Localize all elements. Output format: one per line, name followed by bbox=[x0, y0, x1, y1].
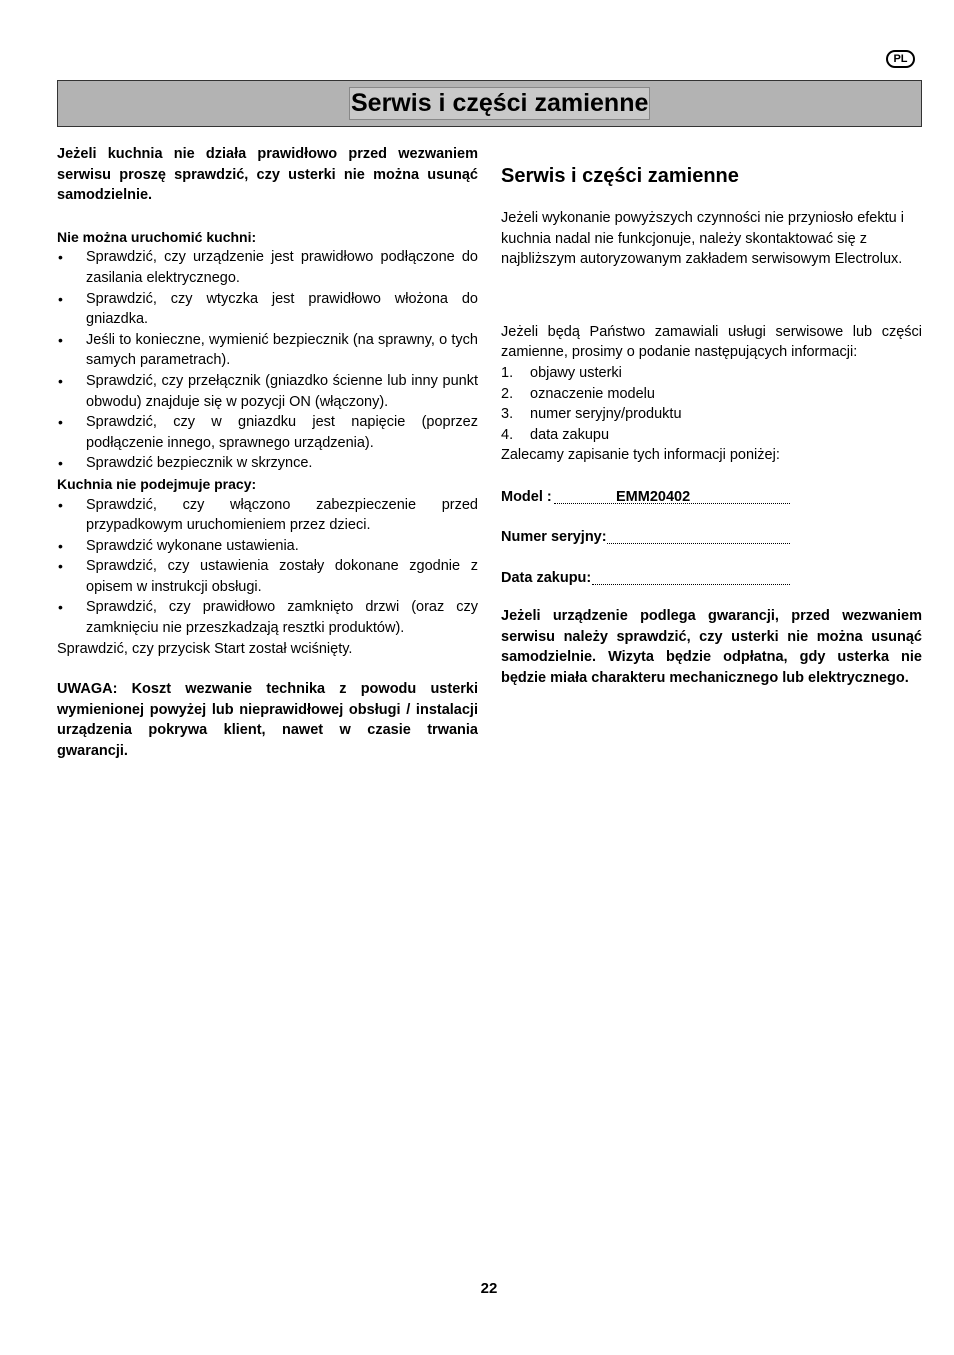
list-item: 1. objawy usterki bbox=[501, 364, 622, 381]
section-heading-not-working: Kuchnia nie podejmuje pracy: bbox=[57, 475, 257, 492]
list-item: • Sprawdzić, czy przełącznik (gniazdko ścienne lub inny punkt obwodu) znajduje się w pozycji ON (włączony). bbox=[57, 371, 478, 412]
recommend-note: Zalecamy zapisanie tych informacji poniżej: bbox=[501, 447, 780, 464]
language-badge: PL bbox=[886, 50, 915, 68]
purchase-date-label: Data zakupu: bbox=[501, 569, 592, 586]
contact-paragraph: Jeżeli wykonanie powyższych czynności nie przyniosło efektu i kuchnia nadal nie funkcjonuje, należy skontaktować się z najbliższym autoryzowanym zakładem serwisowym Electrolux. bbox=[501, 210, 904, 268]
list-item: • Jeśli to konieczne, wymienić bezpiecznik (na sprawny, o tych samych parametrach). bbox=[57, 330, 478, 371]
page-title: Serwis i części zamienne bbox=[349, 87, 650, 120]
required-info-list bbox=[501, 363, 922, 445]
list-item: • Sprawdzić, czy wtyczka jest prawidłowo włożona do gniazdka. bbox=[57, 289, 478, 330]
serial-number-dotted-line bbox=[607, 543, 790, 544]
list-item: 2. oznaczenie modelu bbox=[501, 385, 655, 402]
warning-paragraph: UWAGA: Koszt wezwanie technika z powodu usterki wymienionej powyżej lub nieprawidłowej obsługi / instalacji urządzenia pokrywa klient, nawet w czasie trwania gwarancji. bbox=[57, 681, 478, 760]
section-heading-cannot-start: Nie można uruchomić kuchni: bbox=[57, 228, 257, 245]
model-value: EMM20402 bbox=[616, 488, 691, 505]
model-field bbox=[501, 487, 922, 507]
section-title: Serwis i części zamienne bbox=[501, 165, 739, 187]
list-item: • Sprawdzić, czy prawidłowo zamknięto drzwi (oraz czy zamknięciu nie przeszkadzają resztki produktów). bbox=[57, 597, 478, 638]
list-item: 4. data zakupu bbox=[501, 426, 610, 443]
start-button-check: Sprawdzić, czy przycisk Start został wciśnięty. bbox=[57, 640, 353, 657]
list-item: 3. numer seryjny/produktu bbox=[501, 406, 682, 423]
intro-paragraph: Jeżeli kuchnia nie działa prawidłowo przed wezwaniem serwisu proszę sprawdzić, czy usterki nie można usunąć samodzielnie. bbox=[57, 146, 478, 204]
serial-number-field bbox=[501, 527, 922, 547]
list-item: • Sprawdzić, czy włączono zabezpieczenie przed przypadkowym uruchomieniem przez dzieci. bbox=[57, 495, 478, 536]
purchase-date-dotted-line bbox=[592, 584, 790, 585]
warranty-paragraph: Jeżeli urządzenie podlega gwarancji, przed wezwaniem serwisu należy sprawdzić, czy usterki nie można usunąć samodzielnie. Wizyta będzie odpłatna, gdy usterka nie będzie miała charakteru mechanicznego lub elektrycznego. bbox=[501, 607, 922, 686]
list-item: • Sprawdzić, czy ustawienia zostały dokonane zgodnie z opisem w instrukcji obsługi. bbox=[57, 556, 478, 597]
model-label: Model : bbox=[501, 488, 552, 505]
page-number: 22 bbox=[480, 1280, 498, 1297]
purchase-date-field bbox=[501, 568, 922, 588]
checklist-not-working bbox=[57, 495, 478, 639]
checklist-cannot-start bbox=[57, 247, 478, 474]
list-item: • Sprawdzić, czy w gniazdku jest napięcie (poprzez podłączenie innego, sprawnego urządzenia). bbox=[57, 412, 478, 453]
order-info-paragraph: Jeżeli będą Państwo zamawiali usługi serwisowe lub części zamienne, prosimy o podanie następujących informacji: bbox=[501, 323, 922, 361]
list-item: • Sprawdzić wykonane ustawienia. bbox=[57, 536, 478, 557]
right-column bbox=[501, 162, 922, 688]
serial-number-label: Numer seryjny: bbox=[501, 528, 607, 545]
list-item: • Sprawdzić, czy urządzenie jest prawidłowo podłączone do zasilania elektrycznego. bbox=[57, 247, 478, 288]
left-column bbox=[57, 144, 478, 762]
list-item: • Sprawdzić bezpiecznik w skrzynce. bbox=[57, 453, 478, 474]
